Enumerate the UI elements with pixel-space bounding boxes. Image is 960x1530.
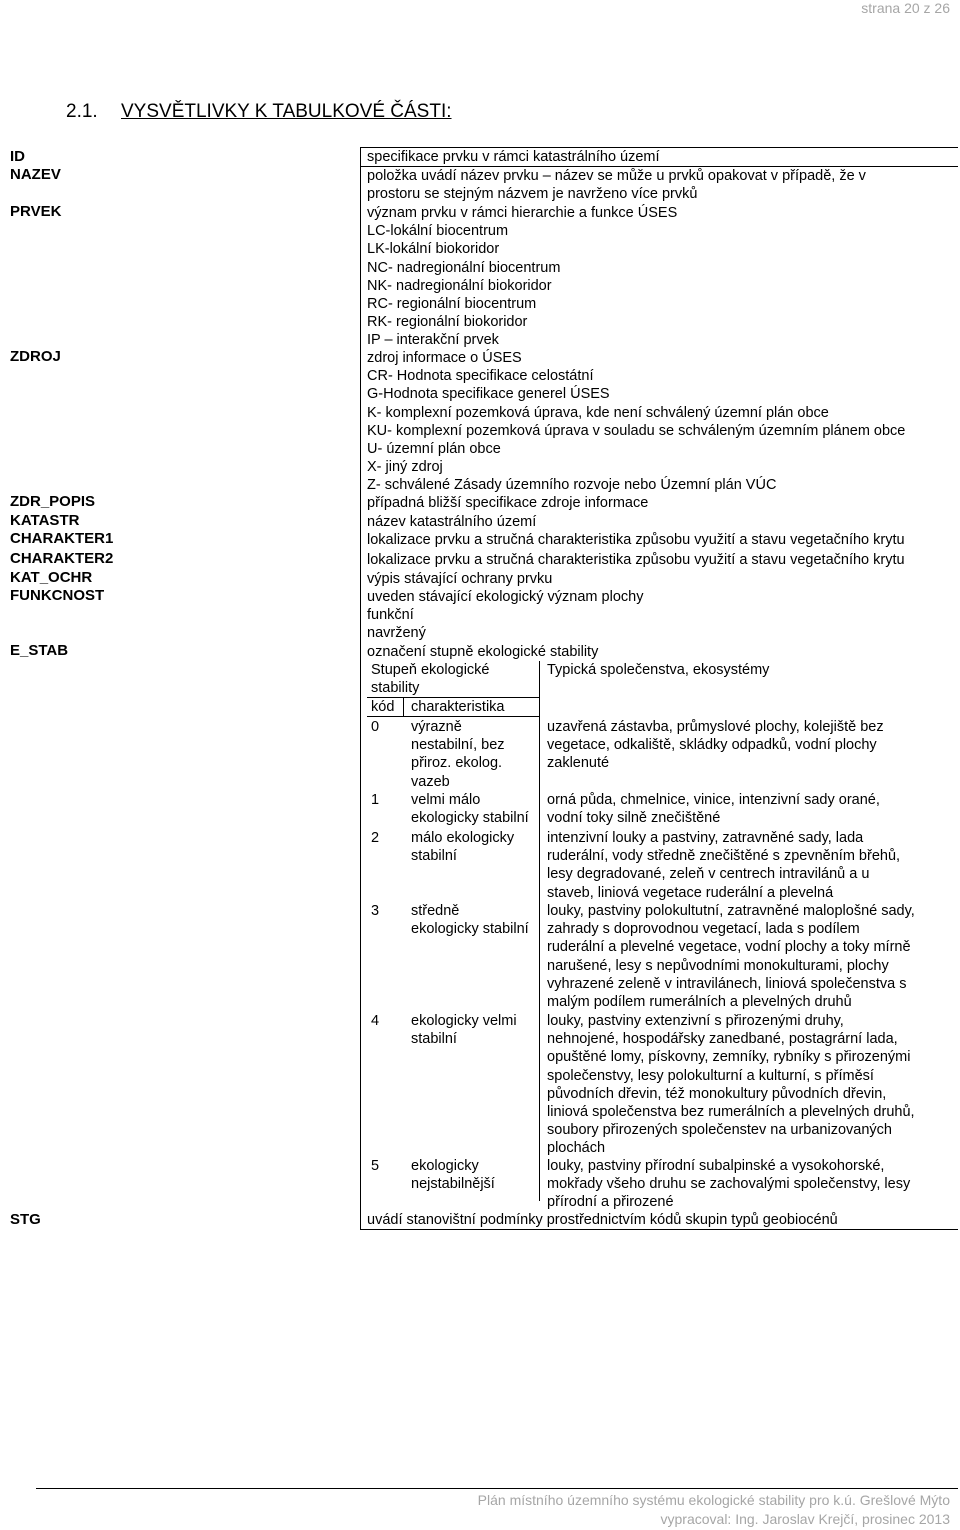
- table-vertical-line: [360, 147, 361, 1229]
- table-row-spol: louky, pastviny přírodní subalpinské a vysokohorské, mokřady všeho druhu se zachovalými společenstvy, lesy přírodní a přirozené: [547, 1158, 911, 1211]
- label-nazev: NAZEV: [10, 166, 61, 183]
- label-funkcnost: FUNKCNOST: [10, 587, 105, 604]
- label-zdroj: ZDROJ: [10, 348, 61, 365]
- table-row-spol: louky, pastviny extenzivní s přirozenými druhy, nehnojené, hospodářsky zanedbané, postagrární lada, opuštěné lomy, pískovny, zemníky, rybníky s přirozenými společenstvy, lesy polokulturní a kulturní, s příměsí původních dřevin, též monokultury původních dřevin, liniová společenstva bez rumerálních a plevelných druhů, soubory přirozených společenstev na urbanizovaných plochách: [547, 1013, 915, 1157]
- label-stg: STG: [10, 1211, 41, 1228]
- table-row-char: výrazně nestabilní, bez přiroz. ekolog. vazeb: [411, 719, 505, 790]
- table-row-kod: 0: [371, 719, 380, 735]
- footer-author: vypracoval: Ing. Jaroslav Krejčí, prosinec 2013: [660, 1511, 950, 1527]
- stability-table-divider: [403, 698, 404, 716]
- label-charakter2: CHARAKTER2: [10, 550, 114, 567]
- desc-stg: uvádí stanovištní podmínky prostřednictvím kódů skupin typů geobiocénů: [367, 1212, 838, 1228]
- table-row-kod: 2: [371, 830, 380, 846]
- desc-funkcnost: uveden stávající ekologický význam plochy funkční navržený: [367, 589, 644, 642]
- page-number: strana 20 z 26: [861, 0, 950, 16]
- desc-charakter2: lokalizace prvku a stručná charakteristika způsobu využití a stavu vegetačního krytu: [367, 552, 905, 568]
- label-prvek: PRVEK: [10, 203, 62, 220]
- label-e-stab: E_STAB: [10, 642, 69, 659]
- table-row-char: středně ekologicky stabilní: [411, 903, 529, 938]
- table-row-char: velmi málo ekologicky stabilní: [411, 792, 529, 827]
- table-row-kod: 1: [371, 792, 380, 808]
- label-charakter1: CHARAKTER1: [10, 530, 114, 547]
- table-row-char: málo ekologicky stabilní: [411, 830, 515, 865]
- stability-head-group: Stupeň ekologické stability: [371, 662, 490, 697]
- table-row-kod: 4: [371, 1013, 380, 1029]
- label-zdr-popis: ZDR_POPIS: [10, 493, 96, 510]
- desc-charakter1: lokalizace prvku a stručná charakteristika způsobu využití a stavu vegetačního krytu: [367, 532, 905, 548]
- desc-zdroj: zdroj informace o ÚSES CR- Hodnota specifikace celostátní G-Hodnota specifikace generel ÚSES K- komplexní pozemková úprava, kde není schválený územní plán obce KU- komplexní pozemková úprava v souladu se schváleným územním plánem obce U- územní plán obce X- jiný zdroj Z- schválené Zásady územního rozvoje nebo Územní plán VÚC: [367, 350, 906, 494]
- footer-line: [36, 1488, 958, 1489]
- table-row-spol: louky, pastviny polokultutní, zatravněné maloplošné sady, zahrady s doprovodnou vegetací, lada s podílem ruderální a plevelné vegetace, vodní plochy a toky mírně narušené, lesy s nepůvodními monokulturami, plochy vyhrazené zeleně v intravilánech, liniová společenstva s malým podílem rumerálních a plevelných druhů: [547, 903, 915, 1011]
- label-kat-ochr: KAT_OCHR: [10, 569, 93, 586]
- label-id: ID: [10, 148, 25, 165]
- stability-head-spol: Typická společenstva, ekosystémy: [547, 662, 770, 678]
- table-row-spol: uzavřená zástavba, průmyslové plochy, kolejiště bez vegetace, odkaliště, skládky odpadků, vodní plochy zaklenuté: [547, 719, 884, 772]
- section-title: VYSVĚTLIVKY K TABULKOVÉ ČÁSTI:: [121, 101, 452, 122]
- desc-prvek: význam prvku v rámci hierarchie a funkce ÚSES LC-lokální biocentrum LK-lokální biokoridor NC- nadregionální biocentrum NK- nadregionální biokoridor RC- regionální biocentrum RK- regionální biokoridor IP – interakční prvek: [367, 205, 678, 349]
- table-row-kod: 3: [371, 903, 380, 919]
- table-row-spol: orná půda, chmelnice, vinice, intenzivní sady orané, vodní toky silně znečištěné: [547, 792, 880, 827]
- table-row-char: ekologicky nejstabilnější: [411, 1158, 495, 1193]
- table-row-char: ekologicky velmi stabilní: [411, 1013, 517, 1048]
- stability-head-char: charakteristika: [411, 699, 505, 715]
- stability-head-kod: kód: [371, 699, 395, 715]
- table-row-kod: 5: [371, 1158, 380, 1174]
- desc-katastr: název katastrálního území: [367, 514, 537, 530]
- section-number: 2.1.: [66, 101, 98, 122]
- desc-id: specifikace prvku v rámci katastrálního území: [367, 149, 660, 165]
- desc-nazev: položka uvádí název prvku – název se může u prvků opakovat v případě, že v prostoru se stejným názvem je navrženo více prvků: [367, 168, 866, 203]
- desc-zdr-popis: případná bližší specifikace zdroje informace: [367, 495, 649, 511]
- desc-kat-ochr: výpis stávající ochrany prvku: [367, 571, 553, 587]
- footer-title: Plán místního územního systému ekologické stability pro k.ú. Grešlové Mýto: [477, 1492, 950, 1508]
- desc-e-stab: označení stupně ekologické stability: [367, 644, 599, 660]
- label-katastr: KATASTR: [10, 512, 80, 529]
- section-heading: [66, 101, 452, 123]
- table-row-spol: intenzivní louky a pastviny, zatravněné sady, lada ruderální, vody středně znečištěné s zpevněním břehů, lesy degradované, zeleň v centrech intravilánů a u staveb, liniová vegetace ruderální a plevelná: [547, 830, 901, 901]
